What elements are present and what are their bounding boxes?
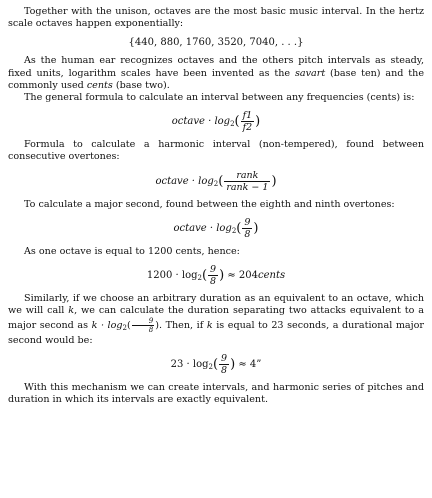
denominator: 8	[210, 276, 217, 288]
fraction	[224, 170, 270, 193]
text-segment: (base two).	[112, 79, 170, 91]
numerator: 9	[244, 216, 251, 228]
open-paren: (	[234, 114, 240, 130]
close-paren: )	[230, 356, 236, 372]
equation-lead: 23 · log	[170, 358, 209, 370]
equation-interval-general	[8, 110, 424, 133]
equation-tail: ≈ 4”	[235, 358, 262, 370]
text-segment: Similarly, if we choose an arbitrary duration as an equivalent to an octave, which we will call	[8, 293, 424, 317]
equation-frequency-set	[8, 36, 424, 49]
open-paren: (	[236, 220, 242, 236]
equation-lead: octave · log	[155, 175, 214, 187]
paragraph-conclusion: With this mechanism we can create intervals, and harmonic series of pitches and duration in which its intervals are exactly equivalent.	[8, 381, 424, 406]
close-paren: )	[271, 173, 277, 189]
equation-major-second	[8, 217, 424, 240]
fraction	[219, 353, 229, 376]
numerator: f1	[242, 110, 253, 122]
equation-durational-second	[8, 353, 424, 376]
close-paren: )	[255, 114, 261, 130]
fraction	[242, 217, 252, 240]
fraction	[208, 264, 218, 287]
unit-cents: cents	[258, 270, 286, 282]
denominator: 8	[221, 364, 228, 376]
equation-lead: octave · log	[173, 222, 232, 234]
fraction	[241, 110, 255, 133]
text-segment: (base ten) and the commonly used	[8, 67, 425, 91]
equation-lead: 1200 · log	[146, 270, 198, 282]
variable-k: k	[68, 305, 75, 317]
log-base: 2	[122, 324, 128, 333]
open-paren: (	[212, 356, 219, 372]
numerator: 9	[221, 352, 228, 364]
log-base: 2	[197, 274, 202, 283]
inline-fraction	[132, 317, 154, 334]
denominator: 8	[148, 326, 154, 335]
text-segment: As the human ear recognizes octaves and the others pitch intervals as steady, fixed units, logarithm scales have been invented as the	[8, 55, 424, 79]
paragraph-general-formula: The general formula to calculate an interval between any frequencies (cents) is:	[24, 92, 415, 104]
paragraph-duration	[8, 293, 424, 347]
denominator: 8	[244, 228, 251, 240]
close-paren: )	[219, 268, 225, 284]
equation-tail: ≈ 204	[224, 270, 258, 282]
log-base: 2	[213, 179, 219, 188]
equation-harmonic-interval	[8, 170, 424, 193]
text-segment: . Then, if	[158, 320, 207, 332]
numerator: 9	[210, 264, 217, 276]
close-paren: )	[253, 220, 259, 236]
log-base: 2	[208, 362, 213, 371]
variable-k: k	[206, 320, 213, 332]
open-paren: (	[218, 173, 224, 189]
numerator: 9	[132, 317, 154, 326]
paragraph-log-scales	[8, 55, 424, 92]
inline-lead: k · log	[91, 320, 123, 332]
equation-cents-result	[8, 264, 424, 287]
log-base: 2	[230, 120, 235, 129]
log-base: 2	[231, 226, 237, 235]
text-segment: is equal to 23 seconds, a durational major second would be:	[8, 320, 424, 346]
numerator: rank	[224, 170, 270, 182]
denominator: rank − 1	[226, 181, 269, 193]
denominator: f2	[242, 122, 253, 134]
open-paren: (	[201, 268, 208, 284]
paragraph-cents: As one octave is equal to 1200 cents, hence:	[24, 245, 240, 257]
open-paren: (	[127, 320, 131, 332]
term-cents: cents	[86, 79, 113, 91]
paragraph-harmonic-formula: Formula to calculate a harmonic interval (non-tempered), found between consecutive overtones:	[8, 139, 424, 163]
term-savart: savart	[294, 67, 326, 79]
frequency-set: {440, 880, 1760, 3520, 7040, . . .}	[128, 37, 304, 49]
close-paren: )	[155, 320, 159, 332]
paragraph-major-second: To calculate a major second, found between the eighth and ninth overtones:	[24, 198, 395, 210]
paragraph-octaves-intro: Together with the unison, octaves are the most basic music interval. In the hertz scale octaves happen exponentially:	[8, 6, 424, 30]
text-segment: , we can calculate the duration separating two attacks equivalent to a major second as	[8, 305, 424, 332]
equation-lead: octave · log	[171, 116, 231, 128]
